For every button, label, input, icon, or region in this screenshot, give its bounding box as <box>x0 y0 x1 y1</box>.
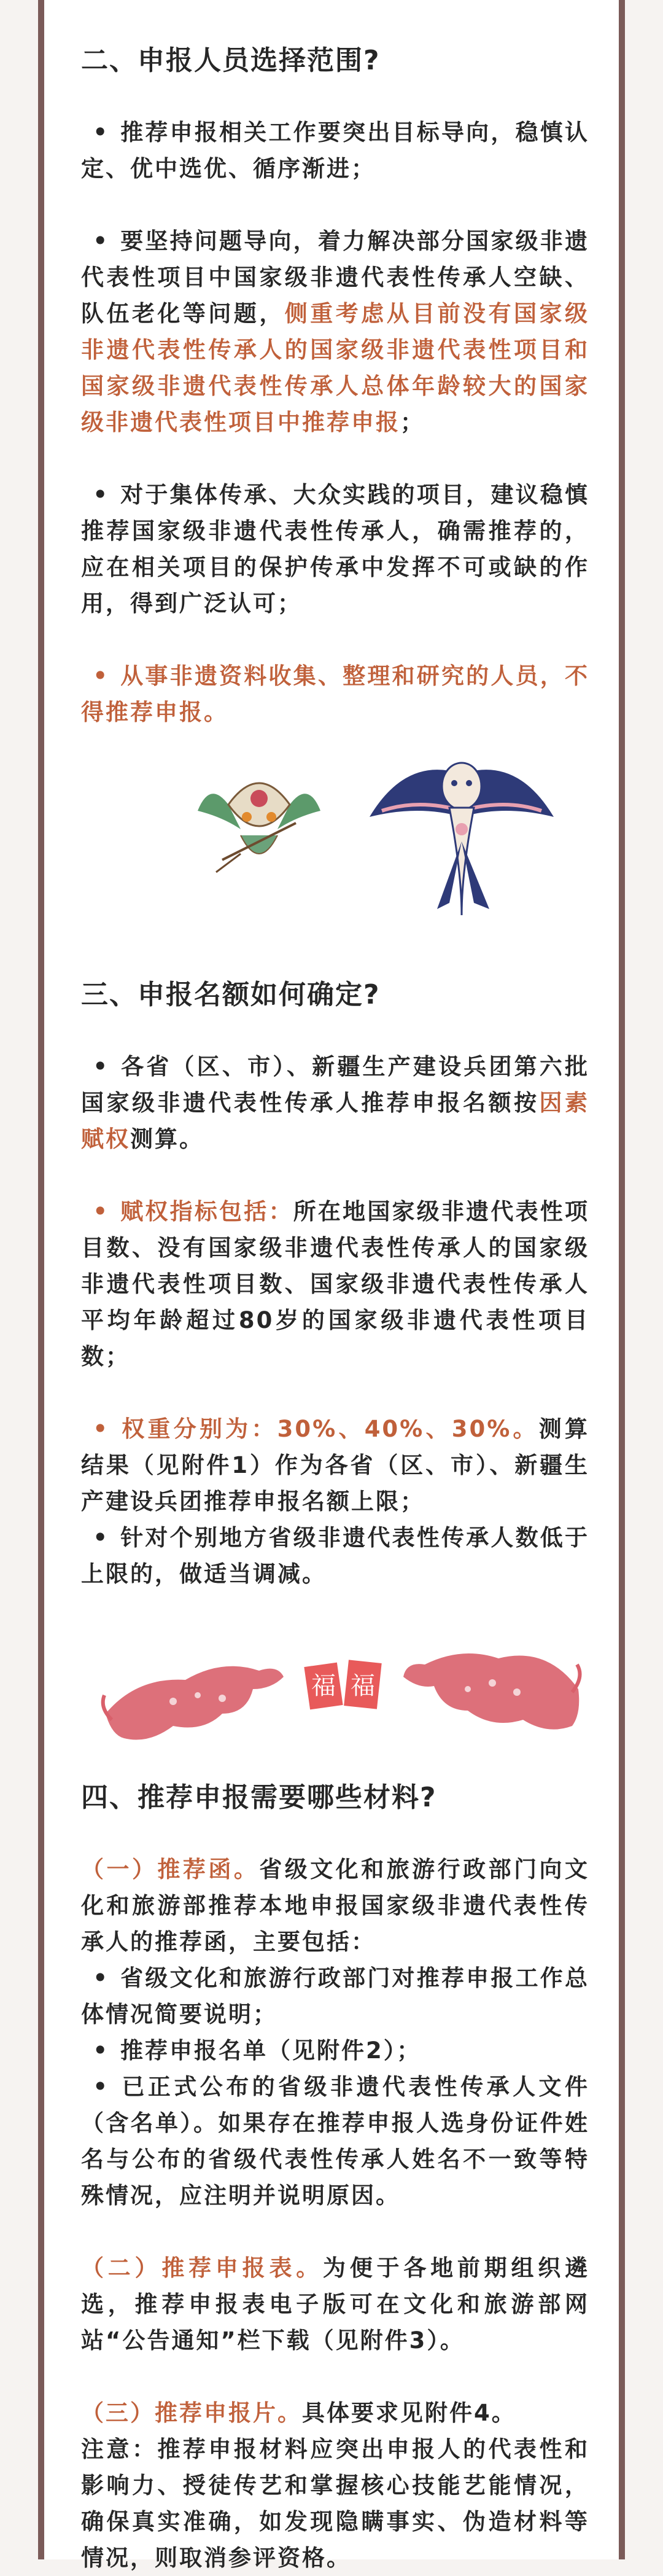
bullet: • <box>93 1965 109 1991</box>
paragraph <box>81 2032 589 2069</box>
section-heading: 四、推荐申报需要哪些材料? <box>81 1782 437 1813</box>
paragraph <box>81 658 589 730</box>
bullet: • <box>93 663 109 689</box>
highlight-text: （二）推荐申报表。 <box>81 2255 323 2281</box>
kite-illustration <box>167 743 597 921</box>
text-run: 要坚持问题导向，着力解决部分国家级非遗代表性项目中国家级非遗代表性传承人空缺、队伍老化等问题， <box>81 228 589 327</box>
bullet: • <box>93 119 109 146</box>
paragraph <box>81 223 589 440</box>
right-border <box>619 0 625 2559</box>
bullet: • <box>93 1524 109 1551</box>
text-run: 推荐申报名单（见附件2）； <box>120 2037 422 2064</box>
paragraph <box>81 2250 589 2359</box>
text-run: 注意：推荐申报材料应突出申报人的代表性和影响力、授徒传艺和掌握核心技能艺能情况，确保真实准确，如发现隐瞒事实、伪造材料等情况，则取消参评资格。 <box>81 2436 589 2571</box>
article-sheet <box>44 0 619 2571</box>
paragraph <box>81 477 589 622</box>
text-run: 省级文化和旅游行政部门对推荐申报工作总体情况简要说明； <box>81 1965 589 2028</box>
highlight-text: 侧重考虑从目前没有国家级非遗代表性传承人的国家级非遗代表性项目和国家级非遗代表性传承人总体年龄较大的国家级非遗代表性项目中推荐申报 <box>81 300 590 435</box>
text-run: 对于集体传承、大众实践的项目，建议稳慎推荐国家级非遗代表性传承人，确需推荐的，应在相关项目的保护传承中发挥不可或缺的作用，得到广泛认可； <box>81 482 589 617</box>
text-run: 针对个别地方省级非遗代表性传承人数低于上限的，做适当调减。 <box>81 1524 589 1587</box>
section-heading: 三、申报名额如何确定? <box>81 979 381 1010</box>
paragraph <box>81 2431 589 2576</box>
text-run: 省级文化和旅游行政部门向文化和旅游部推荐本地申报国家级非遗代表性传承人的推荐函，主要包括： <box>81 1856 590 1955</box>
bullet: • <box>93 1198 109 1225</box>
text-run: ； <box>400 409 425 435</box>
section-selection-scope <box>81 38 589 730</box>
highlight-text: （一）推荐函。 <box>81 1856 260 1883</box>
bullet: • <box>93 1053 109 1080</box>
paragraph <box>81 2395 589 2431</box>
section-heading: 二、申报人员选择范围? <box>81 45 381 76</box>
left-border <box>38 0 44 2559</box>
highlight-text: 赋权指标包括： <box>120 1198 293 1225</box>
paragraph <box>81 2069 589 2214</box>
section-materials <box>81 1775 589 2576</box>
bullet: • <box>93 482 109 508</box>
paragraph <box>81 1411 589 1520</box>
bullet: • <box>93 2037 109 2064</box>
text-run: 推荐申报相关工作要突出目标导向，稳慎认定、优中选优、循序渐进； <box>81 119 589 182</box>
text-run: 各省（区、市）、新疆生产建设兵团第六批国家级非遗代表性传承人推荐申报名额按 <box>81 1053 589 1116</box>
highlight-text: 权重分别为：30%、40%、30%。 <box>120 1416 539 1442</box>
paragraph <box>81 1520 589 1592</box>
highlight-text: 从事非遗资料收集、整理和研究的人员，不得推荐申报。 <box>81 663 589 725</box>
paragraph <box>81 1193 589 1375</box>
bullet: • <box>93 228 109 254</box>
text-run: 已正式公布的省级非遗代表性传承人文件（含名单）。如果存在推荐申报人选身份证件姓名与公布的省级代表性传承人姓名不一致等特殊情况，应注明并说明原因。 <box>81 2074 589 2209</box>
highlight-text: （三）推荐申报片。 <box>81 2400 302 2426</box>
text-run: 测算结果（见附件1）作为各省（区、市）、新疆生产建设兵团推荐申报名额上限； <box>81 1416 590 1515</box>
text-run: 所在地国家级非遗代表性项目数、没有国家级非遗代表性传承人的国家级非遗代表性项目数、国家级非遗代表性传承人平均年龄超过80岁的国家级非遗代表性项目数； <box>81 1198 590 1370</box>
section-quota <box>81 972 589 1592</box>
paragraph <box>81 114 589 187</box>
bullet: • <box>93 1416 109 1442</box>
text-run: 测算。 <box>130 1126 204 1152</box>
text-run: 具体要求见附件4。 <box>302 2400 516 2426</box>
paragraph <box>81 1851 589 1960</box>
text-run: 为便于各地前期组织遴选，推荐申报表电子版可在文化和旅游部网站“公告通知”栏下载（见附件3）。 <box>81 2255 589 2354</box>
tiger-papercut-illustration <box>99 1622 584 1757</box>
papercut-char: 福 <box>311 1672 336 1700</box>
paragraph <box>81 1048 589 1157</box>
paragraph <box>81 1960 589 2032</box>
papercut-char: 福 <box>351 1672 375 1700</box>
highlight-text: 因素赋权 <box>81 1090 590 1152</box>
bullet: • <box>93 2074 109 2100</box>
